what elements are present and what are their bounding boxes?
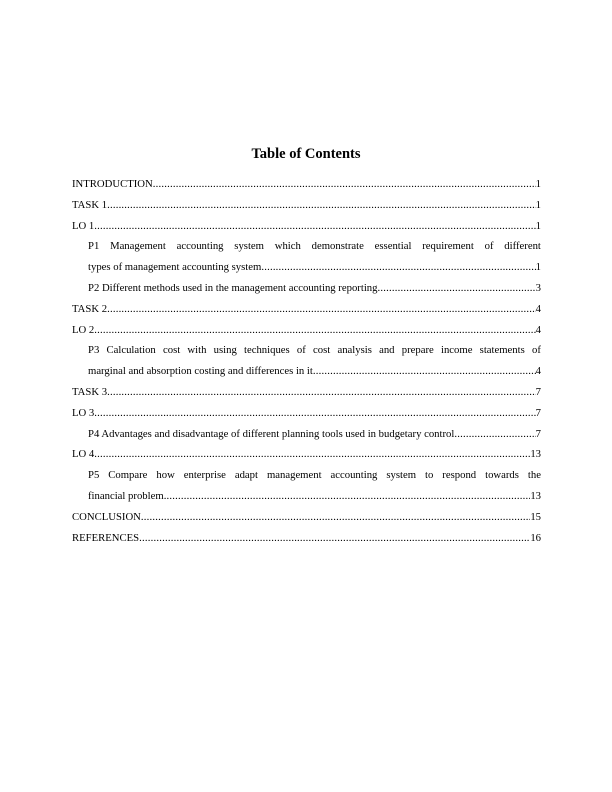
table-of-contents bbox=[72, 174, 541, 548]
toc-entry-p3[interactable] bbox=[72, 340, 541, 382]
toc-line bbox=[72, 444, 541, 465]
toc-line bbox=[88, 486, 541, 507]
leader-dots bbox=[94, 216, 535, 237]
toc-page-number: 4 bbox=[535, 365, 541, 378]
word: income bbox=[440, 344, 473, 357]
word: the bbox=[527, 469, 541, 482]
toc-entry-text: TASK 3 bbox=[72, 385, 108, 398]
word: accounting bbox=[176, 240, 224, 253]
toc-entry-lo-1[interactable] bbox=[72, 216, 541, 237]
toc-entry-p5[interactable] bbox=[72, 465, 541, 507]
toc-entry-text: LO 1 bbox=[72, 219, 95, 232]
leader-dots bbox=[164, 486, 531, 507]
toc-entry-references[interactable] bbox=[72, 528, 541, 549]
word: cost bbox=[162, 344, 181, 357]
leader-dots bbox=[313, 361, 536, 382]
word: towards bbox=[485, 469, 519, 482]
toc-entry-task-3[interactable] bbox=[72, 382, 541, 403]
word: P3 bbox=[88, 344, 100, 357]
word: enterprise bbox=[183, 469, 226, 482]
toc-entry-task-2[interactable] bbox=[72, 299, 541, 320]
toc-entry-first-line bbox=[88, 236, 541, 257]
toc-entry-lo-4[interactable] bbox=[72, 444, 541, 465]
toc-entry-text: TASK 2 bbox=[72, 302, 108, 315]
word: using bbox=[213, 344, 237, 357]
word: with bbox=[187, 344, 207, 357]
toc-entry-p2[interactable] bbox=[72, 278, 541, 299]
leader-dots bbox=[94, 444, 530, 465]
word: of bbox=[484, 240, 494, 253]
toc-page-number: 1 bbox=[535, 198, 541, 211]
toc-entry-text: INTRODUCTION bbox=[72, 178, 153, 190]
toc-line bbox=[72, 403, 541, 424]
word: Calculation bbox=[106, 344, 156, 357]
word: P1 bbox=[88, 240, 100, 253]
toc-entry-first-line bbox=[88, 340, 541, 361]
toc-line bbox=[72, 195, 541, 216]
word: demonstrate bbox=[311, 240, 364, 253]
leader-dots bbox=[139, 528, 530, 549]
toc-line bbox=[72, 174, 541, 195]
word: cost bbox=[313, 344, 331, 357]
toc-entry-text: P2 Different methods used in the management accounting reporting bbox=[88, 281, 378, 294]
toc-page-number: 15 bbox=[530, 510, 541, 523]
leader-dots bbox=[107, 382, 536, 403]
word: system bbox=[386, 469, 417, 482]
word: requirement bbox=[422, 240, 474, 253]
word: Management bbox=[110, 240, 166, 253]
toc-page-number: 7 bbox=[535, 385, 541, 398]
toc-line bbox=[72, 382, 541, 403]
leader-dots bbox=[94, 320, 535, 341]
toc-line bbox=[72, 528, 541, 549]
leader-dots bbox=[107, 299, 536, 320]
toc-entry-text: LO 4 bbox=[72, 448, 95, 461]
toc-page-number: 3 bbox=[535, 281, 541, 294]
leader-dots bbox=[107, 195, 536, 216]
leader-dots bbox=[141, 507, 530, 528]
toc-page-number: 7 bbox=[535, 427, 541, 440]
toc-entry-p4[interactable] bbox=[72, 424, 541, 445]
word: P5 bbox=[88, 469, 100, 482]
toc-line bbox=[72, 320, 541, 341]
toc-entry-text: REFERENCES bbox=[72, 531, 140, 544]
word: essential bbox=[374, 240, 412, 253]
toc-page-number: 1 bbox=[535, 219, 541, 232]
leader-dots bbox=[261, 257, 535, 278]
toc-line bbox=[88, 278, 541, 299]
word: accounting bbox=[330, 469, 378, 482]
toc-line bbox=[72, 507, 541, 528]
toc-line bbox=[72, 299, 541, 320]
toc-page-number: 7 bbox=[535, 406, 541, 419]
leader-dots bbox=[94, 403, 535, 424]
toc-entry-text: TASK 1 bbox=[72, 198, 108, 211]
leader-dots bbox=[454, 424, 535, 445]
word: statements bbox=[479, 344, 525, 357]
toc-page-number: 16 bbox=[530, 531, 541, 544]
leader-dots bbox=[377, 278, 535, 299]
toc-entry-task-1[interactable] bbox=[72, 195, 541, 216]
toc-entry-text: LO 2 bbox=[72, 323, 95, 336]
toc-page-number: 1 bbox=[535, 261, 541, 274]
toc-line bbox=[88, 257, 541, 278]
word: to bbox=[425, 469, 434, 482]
toc-entry-text: CONCLUSION bbox=[72, 510, 141, 523]
word: Compare bbox=[108, 469, 148, 482]
toc-line bbox=[88, 361, 541, 382]
toc-entry-conclusion[interactable] bbox=[72, 507, 541, 528]
toc-entry-text: financial problem bbox=[88, 489, 164, 502]
word: analysis bbox=[337, 344, 372, 357]
word: how bbox=[156, 469, 175, 482]
toc-line bbox=[72, 216, 541, 237]
toc-entry-p1[interactable] bbox=[72, 236, 541, 278]
toc-entry-lo-2[interactable] bbox=[72, 320, 541, 341]
toc-entry-lo-3[interactable] bbox=[72, 403, 541, 424]
toc-page-number: 4 bbox=[535, 302, 541, 315]
toc-page-number: 1 bbox=[535, 178, 541, 190]
word: and bbox=[379, 344, 395, 357]
word: of bbox=[296, 344, 306, 357]
word: adapt bbox=[234, 469, 258, 482]
toc-entry-text: LO 3 bbox=[72, 406, 95, 419]
toc-title: Table of Contents bbox=[251, 146, 361, 162]
word: techniques bbox=[244, 344, 290, 357]
toc-page-number: 4 bbox=[535, 323, 541, 336]
toc-entry-first-line bbox=[88, 465, 541, 486]
toc-entry-text: types of management accounting system bbox=[88, 261, 262, 274]
word: which bbox=[274, 240, 301, 253]
word: different bbox=[504, 240, 541, 253]
word: system bbox=[234, 240, 264, 253]
leader-dots bbox=[153, 174, 536, 195]
toc-entry-text: marginal and absorption costing and differences in it bbox=[88, 365, 313, 378]
toc-entry-text: P4 Advantages and disadvantage of different planning tools used in budgetary control bbox=[88, 427, 455, 440]
word: respond bbox=[442, 469, 477, 482]
word: prepare bbox=[401, 344, 434, 357]
word: management bbox=[266, 469, 322, 482]
word: of bbox=[531, 344, 541, 357]
toc-page-number: 13 bbox=[530, 489, 541, 502]
toc-line bbox=[88, 424, 541, 445]
toc-entry-introduction[interactable] bbox=[72, 174, 541, 195]
toc-page-number: 13 bbox=[530, 448, 541, 461]
